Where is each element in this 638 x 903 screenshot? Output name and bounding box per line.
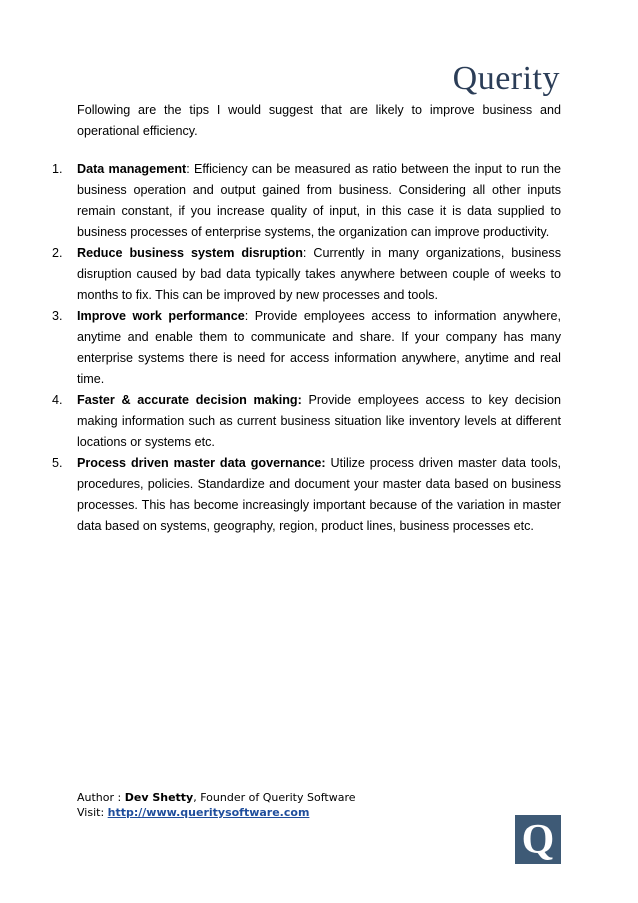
list-number: 5. xyxy=(52,456,63,470)
visit-prefix: Visit: xyxy=(77,806,108,819)
footer xyxy=(77,790,356,820)
q-logo-letter: Q xyxy=(521,816,555,863)
tips-list xyxy=(52,159,561,537)
tip-separator: : xyxy=(302,246,307,260)
author-name: Dev Shetty xyxy=(124,791,194,804)
visit-line xyxy=(77,805,356,820)
tip-title: Process driven master data governance: xyxy=(77,456,326,470)
list-number: 2. xyxy=(52,246,63,260)
list-number: 4. xyxy=(52,393,63,407)
author-prefix: Author : xyxy=(77,791,125,804)
list-item xyxy=(52,306,561,390)
tip-body: Efficiency can be measured as ratio between the input to run the business operation and output gained from business. Considering all other inputs remain constant, if you increase quality of input, in this case it is data supplied to business processes of enterprise systems, the organization can improve productivity. xyxy=(77,162,561,239)
list-item xyxy=(52,243,561,306)
list-item xyxy=(52,390,561,453)
tip-separator: : xyxy=(244,309,249,323)
author-suffix: , Founder of Querity Software xyxy=(193,791,356,804)
tip-title: Data management xyxy=(77,162,187,176)
querity-logo: Querity xyxy=(452,60,560,97)
list-number: 3. xyxy=(52,309,63,323)
tip-body: Provide employees access to information anywhere, anytime and enable them to communicate and share. If your company has many enterprise systems there is need for access information anywhere, anytime and real time. xyxy=(77,309,561,386)
list-number: 1. xyxy=(52,162,63,176)
tip-body: Currently in many organizations, business disruption caused by bad data typically takes anywhere between couple of weeks to months to fix. This can be improved by new processes and tools. xyxy=(77,246,561,302)
q-logo-icon xyxy=(515,815,561,864)
list-item xyxy=(52,453,561,537)
tip-separator: : xyxy=(186,162,190,176)
intro-paragraph: Following are the tips I would suggest that are likely to improve business and operational efficiency. xyxy=(77,103,561,138)
tip-body: Utilize process driven master data tools, procedures, policies. Standardize and document your master data based on business processes. This has become increasingly important because of the variation in master data based on systems, geography, region, product lines, business processes etc. xyxy=(77,456,562,533)
tip-title: Reduce business system disruption xyxy=(77,246,303,260)
list-item xyxy=(52,159,561,243)
tip-body: Provide employees access to key decision making information such as current business situation like inventory levels at different locations or systems etc. xyxy=(77,393,561,449)
website-link[interactable]: http://www.queritysoftware.com xyxy=(107,806,310,819)
tip-title: Faster & accurate decision making: xyxy=(77,393,302,407)
tip-title: Improve work performance xyxy=(77,309,245,323)
author-line xyxy=(77,790,356,805)
